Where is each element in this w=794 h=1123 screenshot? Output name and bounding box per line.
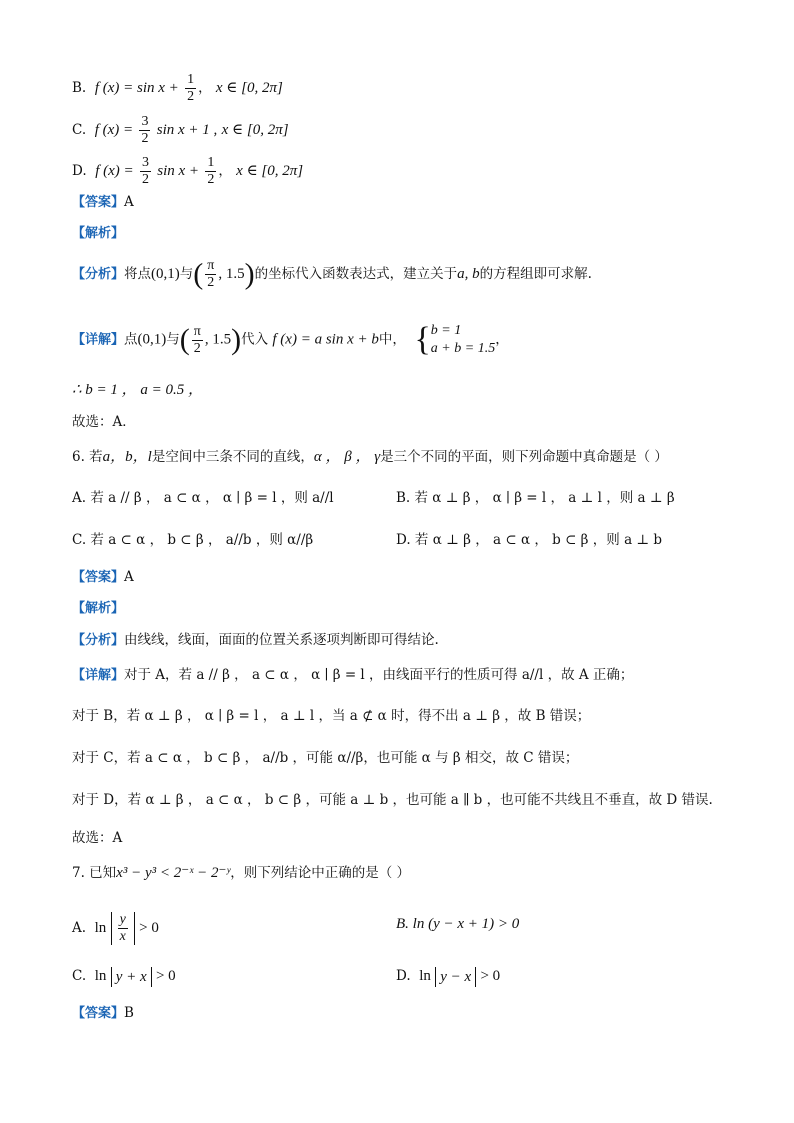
point: , 1.5 xyxy=(218,266,245,282)
option-b: B. f (x) = sin x + $\frac{1}{2}$ ， x ∈ [0, 2π] xyxy=(72,72,283,104)
vars: α ， β ， γ xyxy=(313,449,381,465)
abs-value: $\frac{y}{x}$ xyxy=(111,912,135,945)
q6-detail-a xyxy=(72,665,633,686)
answer-tag: 【答案】 xyxy=(72,195,125,210)
abs-value: y − x xyxy=(435,967,476,987)
formula: ln xyxy=(419,968,431,984)
text: 点 xyxy=(124,331,138,348)
q5-detail: 【详解】点(0,1)与( $\frac{\pi}{2}$ , 1.5)代入 f (x) = a sin x + b中， { b = 1 a + b = 1.5 ， xyxy=(72,321,509,358)
formula: ∴ b = 1 ， a = 0.5 ， xyxy=(72,382,204,398)
answer-tag: 【答案】 xyxy=(72,1006,125,1021)
q6-option-a: A. 若 a // β ， a ⊂ α ， α ∣ β = l ，则 a//l xyxy=(72,490,334,506)
text: 与 xyxy=(179,266,194,282)
option-label: A. xyxy=(72,920,87,936)
formula: f (x) = xyxy=(95,163,134,179)
option-label: C. xyxy=(72,122,87,138)
text: 中， xyxy=(378,331,406,348)
q6-option-b: B. 若 α ⊥ β ， α ∣ β = l ， a ⊥ l ，则 a ⊥ β xyxy=(396,490,675,506)
fraction: $\frac{1}{2}$ xyxy=(187,72,195,104)
formula: f (x) = xyxy=(94,122,134,138)
analysis-tag: 【解析】 xyxy=(72,601,125,616)
text: 故选：A． xyxy=(72,414,136,430)
q6-fenxi xyxy=(72,630,439,651)
formula: f (x) = sin x + xyxy=(94,80,179,96)
point: (0,1) xyxy=(151,266,180,282)
equation: a + b = 1.5 xyxy=(430,341,496,356)
q7-option-a xyxy=(72,912,159,945)
option-label: C. xyxy=(72,968,87,984)
q6-detail-d: 对于 D，若 α ⊥ β ， a ⊂ α ， b ⊂ β ，可能 a ⊥ b ，也可能 a ∥ b ，也可能不共线且不垂直，故 D 错误. xyxy=(72,792,713,808)
fraction: $\frac{\pi}{2}$ xyxy=(193,323,201,356)
q6-choose: 故选：A xyxy=(72,830,123,846)
answer-value: A xyxy=(124,194,134,210)
text: 是空间中三条不同的直线， xyxy=(151,449,314,465)
q6-detail-b: 对于 B，若 α ⊥ β ， α ∣ β = l ， a ⊥ l ，当 a ⊄ α 时，得不出 a ⊥ β ，故 B 错误； xyxy=(72,708,591,724)
q6-stem xyxy=(72,447,668,467)
formula: f (x) = a sin x + b xyxy=(272,331,379,348)
fraction: $\frac{\pi}{2}$ xyxy=(207,258,215,290)
q7-stem xyxy=(72,863,410,883)
q5-fenxi: 【分析】将点(0,1)与( $\frac{\pi}{2}$ , 1.5)的坐标代入函数表达式，建立关于a, b的方程组即可求解. xyxy=(72,257,592,291)
vars: a，b，l xyxy=(102,449,152,465)
q6-answer xyxy=(72,567,134,588)
q5-analysis-heading xyxy=(72,223,124,244)
formula: x³ − y³ < 2⁻ˣ − 2⁻ʸ xyxy=(116,865,231,881)
option-d: D. f (x) = $\frac{3}{2}$ sin x + $\frac{1}{2}$ ， x ∈ [0, 2π] xyxy=(72,155,304,187)
domain: x ∈ [0, 2π] xyxy=(215,80,283,96)
detail-tag: 【详解】 xyxy=(72,332,125,348)
text: 对于 A，若 a // β ， a ⊂ α ， α ∣ β = l ，由线面平行的性质可得 a//l ，故 A 正确； xyxy=(124,667,634,683)
text: ，则下列结论中正确的是（ ） xyxy=(230,865,411,881)
option-label: D. xyxy=(72,163,87,179)
text: 的方程组即可求解. xyxy=(479,266,592,282)
text: 由线线，线面，面面的位置关系逐项判断即可得结论. xyxy=(124,632,439,648)
q5-answer xyxy=(72,192,134,213)
text: 将点 xyxy=(124,266,152,282)
domain: x ∈ [0, 2π] xyxy=(221,122,289,138)
option-c xyxy=(72,114,289,147)
equation-system: { b = 1 a + b = 1.5 xyxy=(414,321,496,358)
formula: ln xyxy=(94,968,107,984)
fenxi-tag: 【分析】 xyxy=(72,633,125,648)
detail-tag: 【详解】 xyxy=(72,668,125,683)
answer-value: B xyxy=(124,1005,134,1021)
formula: > 0 xyxy=(480,968,501,984)
formula: > 0 xyxy=(139,920,159,936)
text: 与 xyxy=(166,331,180,348)
fraction: $\frac{3}{2}$ xyxy=(141,114,149,146)
answer-value: A xyxy=(124,569,134,585)
analysis-tag: 【解析】 xyxy=(72,226,125,241)
vars: a, b xyxy=(457,266,480,282)
text: 7. 已知 xyxy=(72,865,117,881)
fenxi-tag: 【分析】 xyxy=(72,267,125,282)
formula: sin x + xyxy=(157,163,200,179)
q5-choose xyxy=(72,412,136,432)
point: (0,1) xyxy=(137,331,167,348)
q7-option-b: B. ln (y − x + 1) > 0 xyxy=(396,916,520,932)
q6-analysis-heading xyxy=(72,598,124,619)
formula: > 0 xyxy=(155,968,176,984)
q7-option-d xyxy=(396,966,500,987)
text: 的坐标代入函数表达式，建立关于 xyxy=(254,266,458,282)
q5-therefore xyxy=(72,380,203,400)
option-label: B. xyxy=(72,80,87,96)
point: , 1.5 xyxy=(204,331,232,348)
abs-value: y + x xyxy=(111,967,152,987)
equation: b = 1 xyxy=(430,323,462,338)
formula: ln xyxy=(94,920,107,936)
text: 是三个不同的平面，则下列命题中真命题是（ ） xyxy=(380,449,668,465)
q6-detail-c: 对于 C，若 a ⊂ α ， b ⊂ β ， a//b ，可能 α//β，也可能 α 与 β 相交，故 C 错误； xyxy=(72,750,579,766)
q7-answer xyxy=(72,1003,134,1024)
text: 代入 xyxy=(241,331,269,348)
text: ， xyxy=(495,331,509,348)
q6-option-d: D. 若 α ⊥ β ， a ⊂ α ， b ⊂ β ，则 a ⊥ b xyxy=(396,532,663,548)
text: 6. 若 xyxy=(72,449,103,465)
fraction: $\frac{1}{2}$ xyxy=(207,155,215,187)
fraction: $\frac{3}{2}$ xyxy=(141,155,149,187)
option-label: D. xyxy=(396,968,411,984)
answer-tag: 【答案】 xyxy=(72,570,125,585)
q6-option-c: C. 若 a ⊂ α ， b ⊂ β ， a//b ，则 α//β xyxy=(72,532,314,548)
formula: sin x + 1 , xyxy=(156,122,218,138)
domain: x ∈ [0, 2π] xyxy=(236,163,304,179)
q7-option-c xyxy=(72,966,176,987)
